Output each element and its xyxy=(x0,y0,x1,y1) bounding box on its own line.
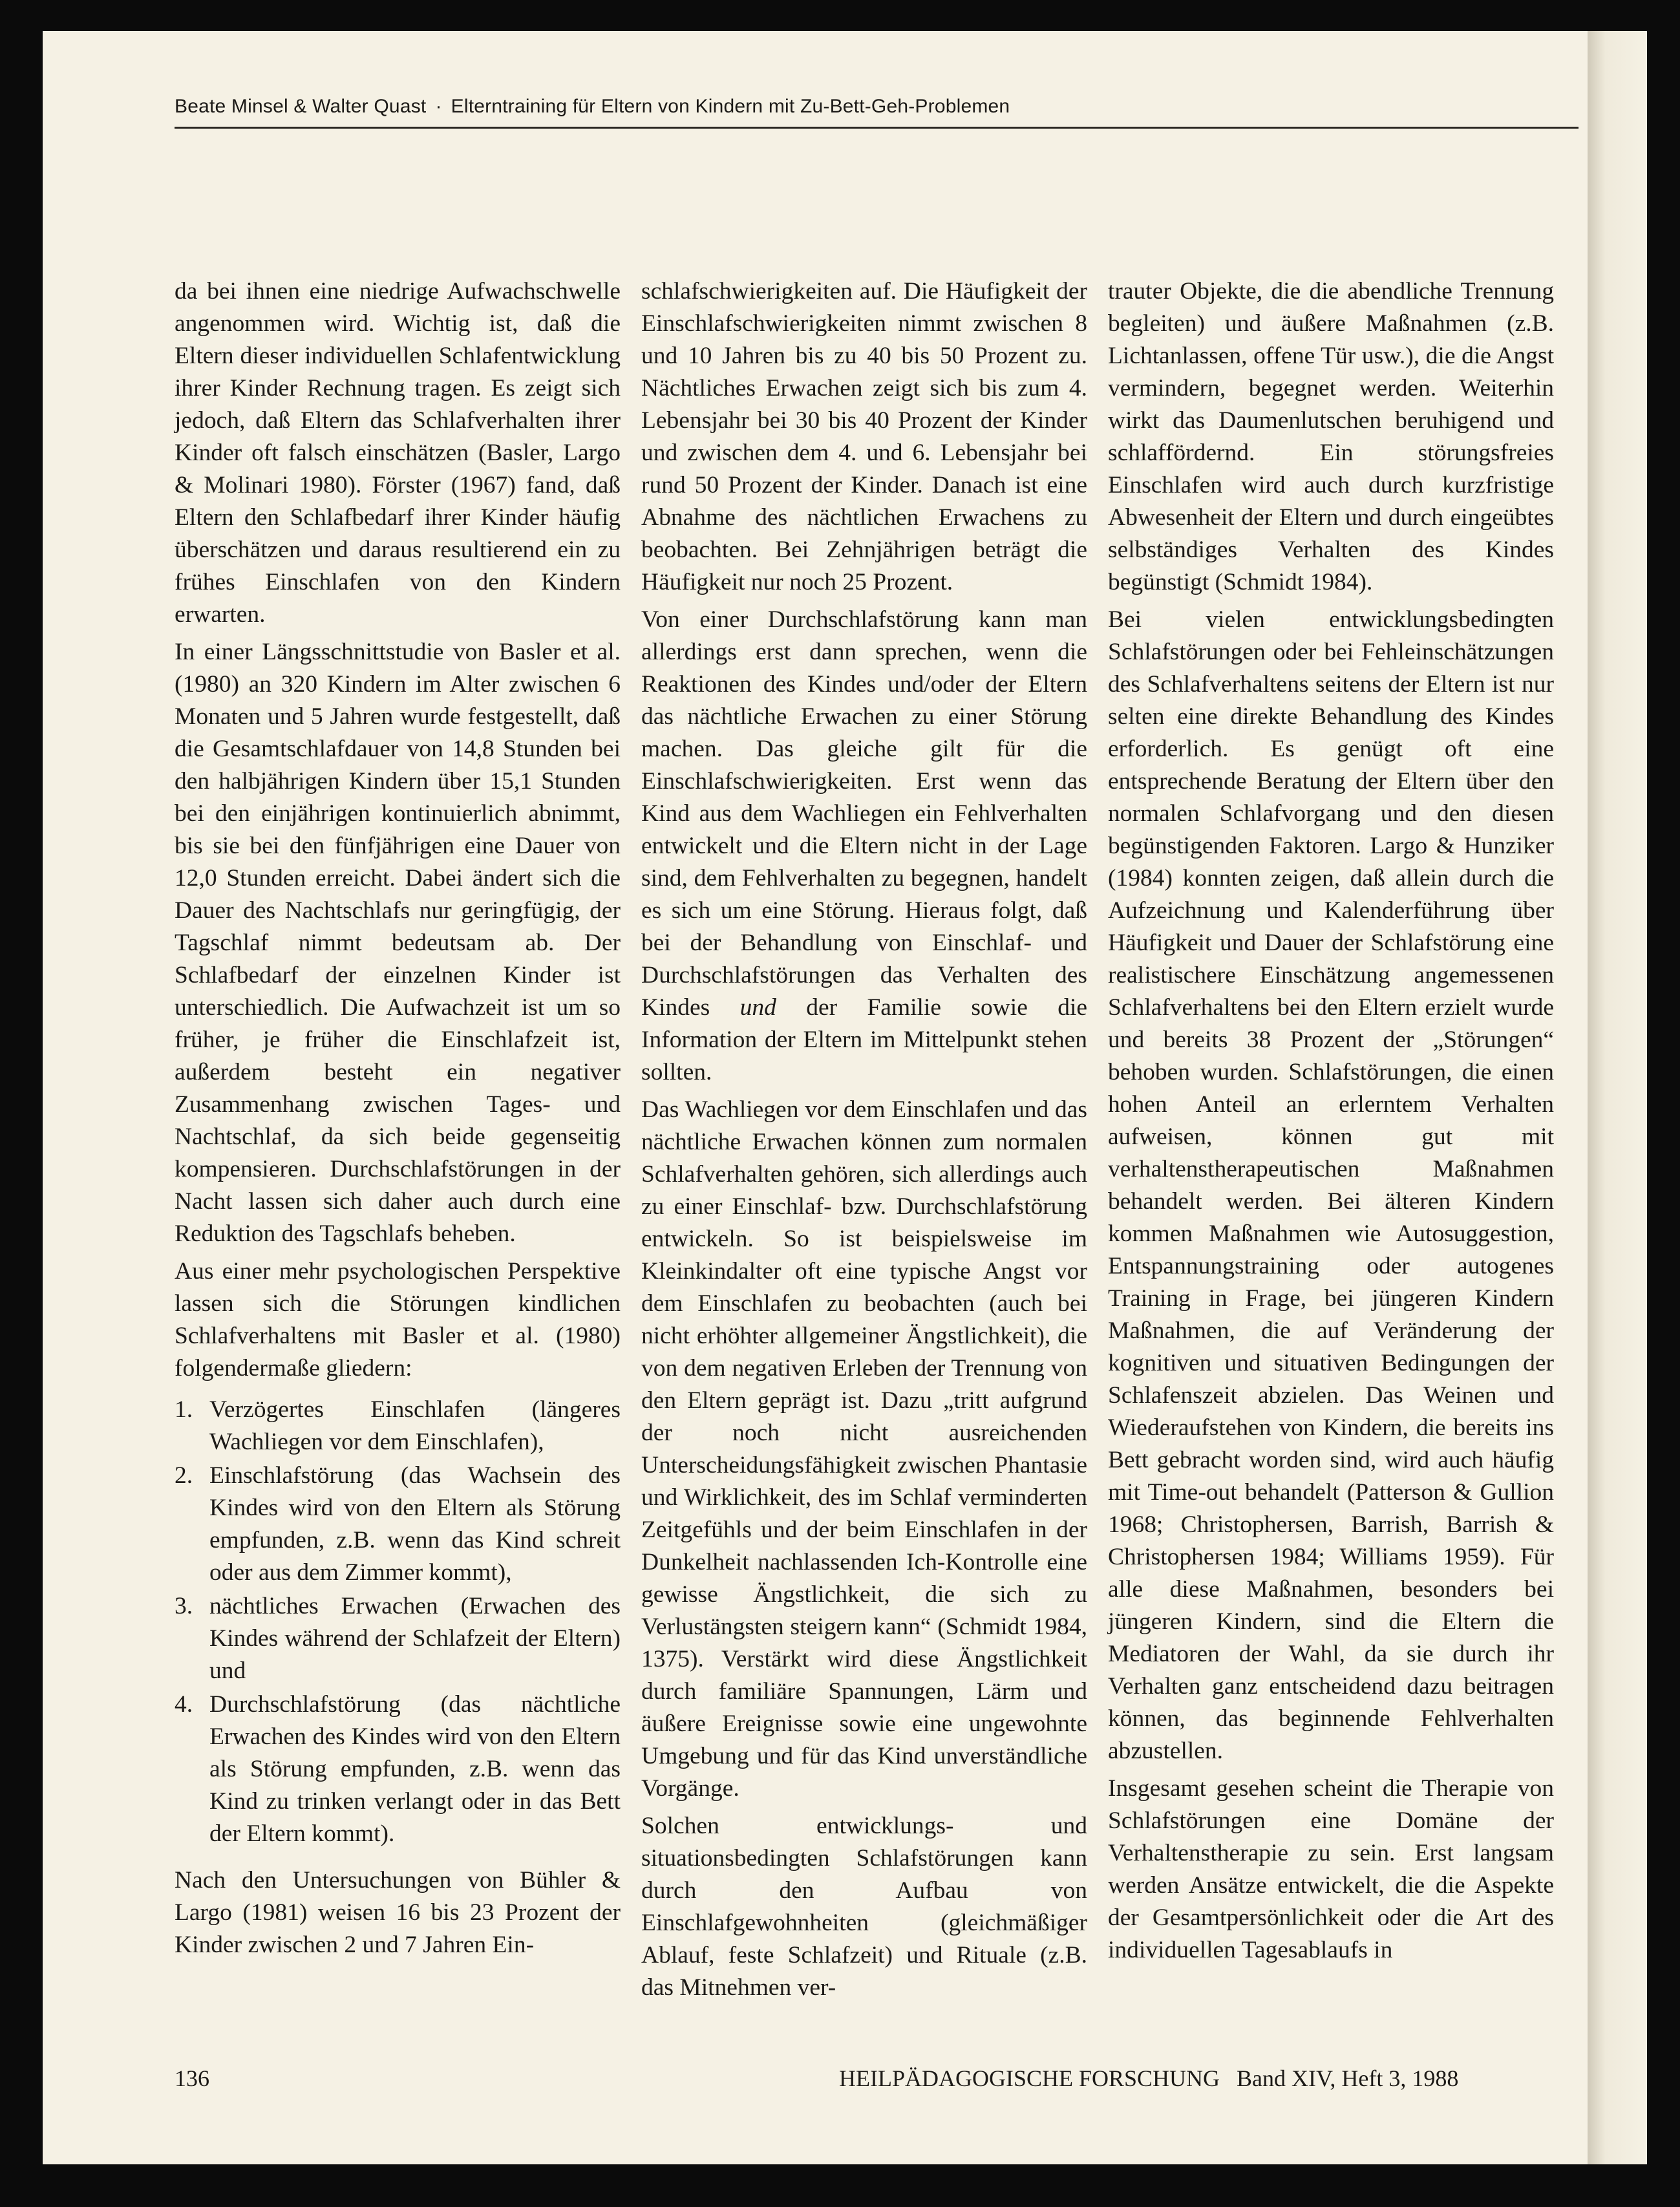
header-authors: Beate Minsel & Walter Quast xyxy=(175,96,427,117)
paragraph: da bei ihnen eine niedrige Aufwachschwelle angenommen wird. Wichtig ist, daß die Eltern dieser individuellen Schlafentwicklung ihrer Kinder Rechnung tragen. Es zeigt sich jedoch, daß Eltern das Schlafverhalten ihrer Kinder oft falsch einschätzen (Basler, Largo & Molinari 1980). Förster (1967) fand, daß Eltern den Schlafbedarf ihrer Kinder häufig überschätzen und daraus resultierend ein zu frühes Einschlafen von den Kindern erwarten. xyxy=(175,278,621,628)
list-item xyxy=(175,1590,621,1687)
column-left xyxy=(175,275,621,1967)
emphasis-text: und xyxy=(739,994,776,1021)
list-number: 4. xyxy=(175,1691,193,1718)
paragraph: trauter Objekte, die die abendliche Trennung begleiten) und äußere Maßnahmen (z.B. Lichtanlassen, offene Tür usw.), die die Angst vermindern, begegnet werden. Weiterhin wirkt das Daumenlutschen beruhigend und schlaffördernd. Ein störungsfreies Einschlafen wird auch durch kurzfristige Abwesenheit der Eltern und durch eingeübtes selbständiges Verhalten des Kindes begünstigt (Schmidt 1984). xyxy=(1108,278,1554,595)
paragraph: schlafschwierigkeiten auf. Die Häufigkeit der Einschlafschwierigkeiten nimmt zwischen 8 und 10 Jahren bis zu 40 bis 50 Prozent zu. Nächtliches Erwachen zeigt sich bis zum 4. Lebensjahr bei 30 bis 40 Prozent der Kinder und zwischen dem 4. und 6. Lebensjahr bei rund 50 Prozent der Kinder. Danach ist eine Abnahme des nächtlichen Erwachens zu beobachten. Bei Zehnjährigen beträgt die Häufigkeit nur noch 25 Prozent. xyxy=(641,278,1087,595)
list-number: 1. xyxy=(175,1396,193,1423)
paragraph: Das Wachliegen vor dem Einschlafen und das nächtliche Erwachen können zum normalen Schlafverhalten gehören, sich allerdings auch zu einer Einschlaf- bzw. Durchschlafstörung entwickeln. So ist beispielsweise im Kleinkindalter oft eine typische Angst vor dem Einschlafen zu beobachten (auch bei nicht erhöhter allgemeiner Ängstlichkeit), die von dem negativen Erleben der Trennung von den Eltern geprägt ist. Dazu „tritt aufgrund der noch nicht ausreichenden Unterscheidungsfähigkeit zwischen Phantasie und Wirklichkeit, des im Schlaf verminderten Zeitgefühls und der beim Einschlafen in der Dunkelheit nachlassenden Ich-Kontrolle eine gewisse Ängstlichkeit, die sich zu Verlustängsten steigern kann“ (Schmidt 1984, 1375). Verstärkt wird diese Ängstlichkeit durch familiäre Spannungen, Lärm und äußere Ereignisse sowie eine ungewohnte Umgebung und für das Kind unverständliche Vorgänge. xyxy=(641,1096,1087,1802)
header-separator: · xyxy=(435,96,442,117)
paragraph: In einer Längsschnittstudie von Basler et al. (1980) an 320 Kindern im Alter zwischen 6 Monaten und 5 Jahren wurde festgestellt, daß die Gesamtschlafdauer von 14,8 Stunden bei den halbjährigen Kindern über 15,1 Stunden bei den einjährigen kontinuierlich abnimmt, bis sie bei den fünfjährigen eine Dauer von 12,0 Stunden erreicht. Dabei ändert sich die Dauer des Nachtschlafs nur geringfügig, der Tagschlaf nimmt bedeutsam ab. Der Schlafbedarf der einzelnen Kinder ist unterschiedlich. Die Aufwachzeit ist um so früher, je früher die Einschlafzeit ist, außerdem besteht ein negativer Zusammenhang zwischen Tages- und Nachtschlaf, da sich beide gegenseitig kompensieren. Durchschlafstörungen in der Nacht lassen sich daher auch durch eine Reduktion des Tagschlafs beheben. xyxy=(175,639,621,1247)
journal-footer xyxy=(839,2065,1458,2092)
list-text: Einschlafstörung (das Wachsein des Kindes wird von den Eltern als Störung empfunden, z.B. wenn das Kind schreit oder aus dem Zimmer kommt), xyxy=(209,1462,621,1586)
list-text: nächtliches Erwachen (Erwachen des Kindes während der Schlafzeit der Eltern) und xyxy=(209,1593,621,1684)
running-header xyxy=(175,96,1579,129)
list-text: Verzögertes Einschlafen (längeres Wachliegen vor dem Einschlafen), xyxy=(209,1396,621,1455)
paragraph: Insgesamt gesehen scheint die Therapie von Schlafstörungen eine Domäne der Verhaltenstherapie zu sein. Erst langsam werden Ansätze entwickelt, die die Aspekte der Gesamtpersönlichkeit oder die Art des individuellen Tagesablaufs in xyxy=(1108,1775,1554,1963)
journal-name: HEILPÄDAGOGISCHE FORSCHUNG xyxy=(839,2065,1220,2091)
list-number: 3. xyxy=(175,1593,193,1619)
page-edge xyxy=(1588,31,1647,2164)
paragraph: Nach den Untersuchungen von Bühler & Largo (1981) weisen 16 bis 23 Prozent der Kinder zwischen 2 und 7 Jahren Ein- xyxy=(175,1867,621,1958)
list-item xyxy=(175,1460,621,1589)
list-text: Durchschlafstörung (das nächtliche Erwachen des Kindes wird von den Eltern als Störung empfunden, z.B. wenn das Kind zu trinken verlangt oder in das Bett der Eltern kommt). xyxy=(209,1691,621,1847)
list-number: 2. xyxy=(175,1462,193,1489)
paragraph-text: Von einer Durchschlafstörung kann man allerdings erst dann sprechen, wenn die Reaktionen des Kindes und/oder der Eltern das nächtliche Erwachen zu einer Störung machen. Das gleiche gilt für die Einschlafschwierigkeiten. Erst wenn das Kind aus dem Wachliegen ein Fehlverhalten entwickelt und die Eltern nicht in der Lage sind, dem Fehlverhalten zu begegnen, handelt es sich um eine Störung. Hieraus folgt, daß bei der Behandlung von Einschlaf- und Durchschlafstörungen das Verhalten des Kindes xyxy=(641,606,1087,1021)
column-right xyxy=(1108,275,1554,1972)
header-title: Elterntraining für Eltern von Kindern mit Zu-Bett-Geh-Problemen xyxy=(451,96,1010,117)
paragraph: Aus einer mehr psychologischen Perspektive lassen sich die Störungen kindlichen Schlafverhaltens mit Basler et al. (1980) folgendermaße gliedern: xyxy=(175,1258,621,1381)
scanned-page xyxy=(43,31,1588,2164)
column-middle xyxy=(641,275,1087,2009)
list-item xyxy=(175,1689,621,1850)
paragraph: Solchen entwicklungs- und situationsbedingten Schlafstörungen kann durch den Aufbau von Einschlafgewohnheiten (gleichmäßiger Ablauf, feste Schlafzeit) und Rituale (z.B. das Mitnehmen ver- xyxy=(641,1813,1087,2001)
paragraph-text: der Familie sowie die Information der Eltern im Mittelpunkt stehen sollten. xyxy=(641,994,1088,1085)
page-number: 136 xyxy=(175,2065,209,2091)
list-item xyxy=(175,1394,621,1458)
paragraph xyxy=(641,604,1087,1089)
paragraph: Bei vielen entwicklungsbedingten Schlafstörungen oder bei Fehleinschätzungen des Schlafverhaltens seitens der Eltern ist nur selten eine direkte Behandlung des Kindes erforderlich. Es genügt oft eine entsprechende Beratung der Eltern über den normalen Schlafvorgang und den diesen begünstigenden Faktoren. Largo & Hunziker (1984) konnten zeigen, daß allein durch die Aufzeichnung und Kalenderführung über Häufigkeit und Dauer der Schlafstörung eine realistischere Einschätzung angemessenen Schlafverhaltens bei den Eltern erzielt wurde und bereits 38 Prozent der „Störungen“ behoben wurden. Schlafstörungen, die einen hohen Anteil an erlerntem Verhalten aufweisen, können gut mit verhaltenstherapeutischen Maßnahmen behandelt werden. Bei älteren Kindern kommen Maßnahmen wie Autosuggestion, Entspannungstraining oder autogenes Training in Frage, bei jüngeren Kindern Maßnahmen, die auf Veränderung der kognitiven und situativen Bedingungen der Schlafenszeit abzielen. Das Weinen und Wiederaufstehen von Kindern, die bereits ins Bett gebracht worden sind, wird auch häufig mit Time-out behandelt (Patterson & Gullion 1968; Christophersen, Barrish, Barrish & Christophersen 1984; Williams 1959). Für alle diese Maßnahmen, besonders bei jüngeren Kindern, sind die Eltern die Mediatoren der Wahl, da sie durch ihr Verhalten ganz entscheidend dazu beitragen können, das beginnende Fehlverhalten abzustellen. xyxy=(1108,606,1554,1764)
journal-issue: Band XIV, Heft 3, 1988 xyxy=(1237,2065,1459,2091)
sleep-disorder-list xyxy=(175,1394,621,1850)
